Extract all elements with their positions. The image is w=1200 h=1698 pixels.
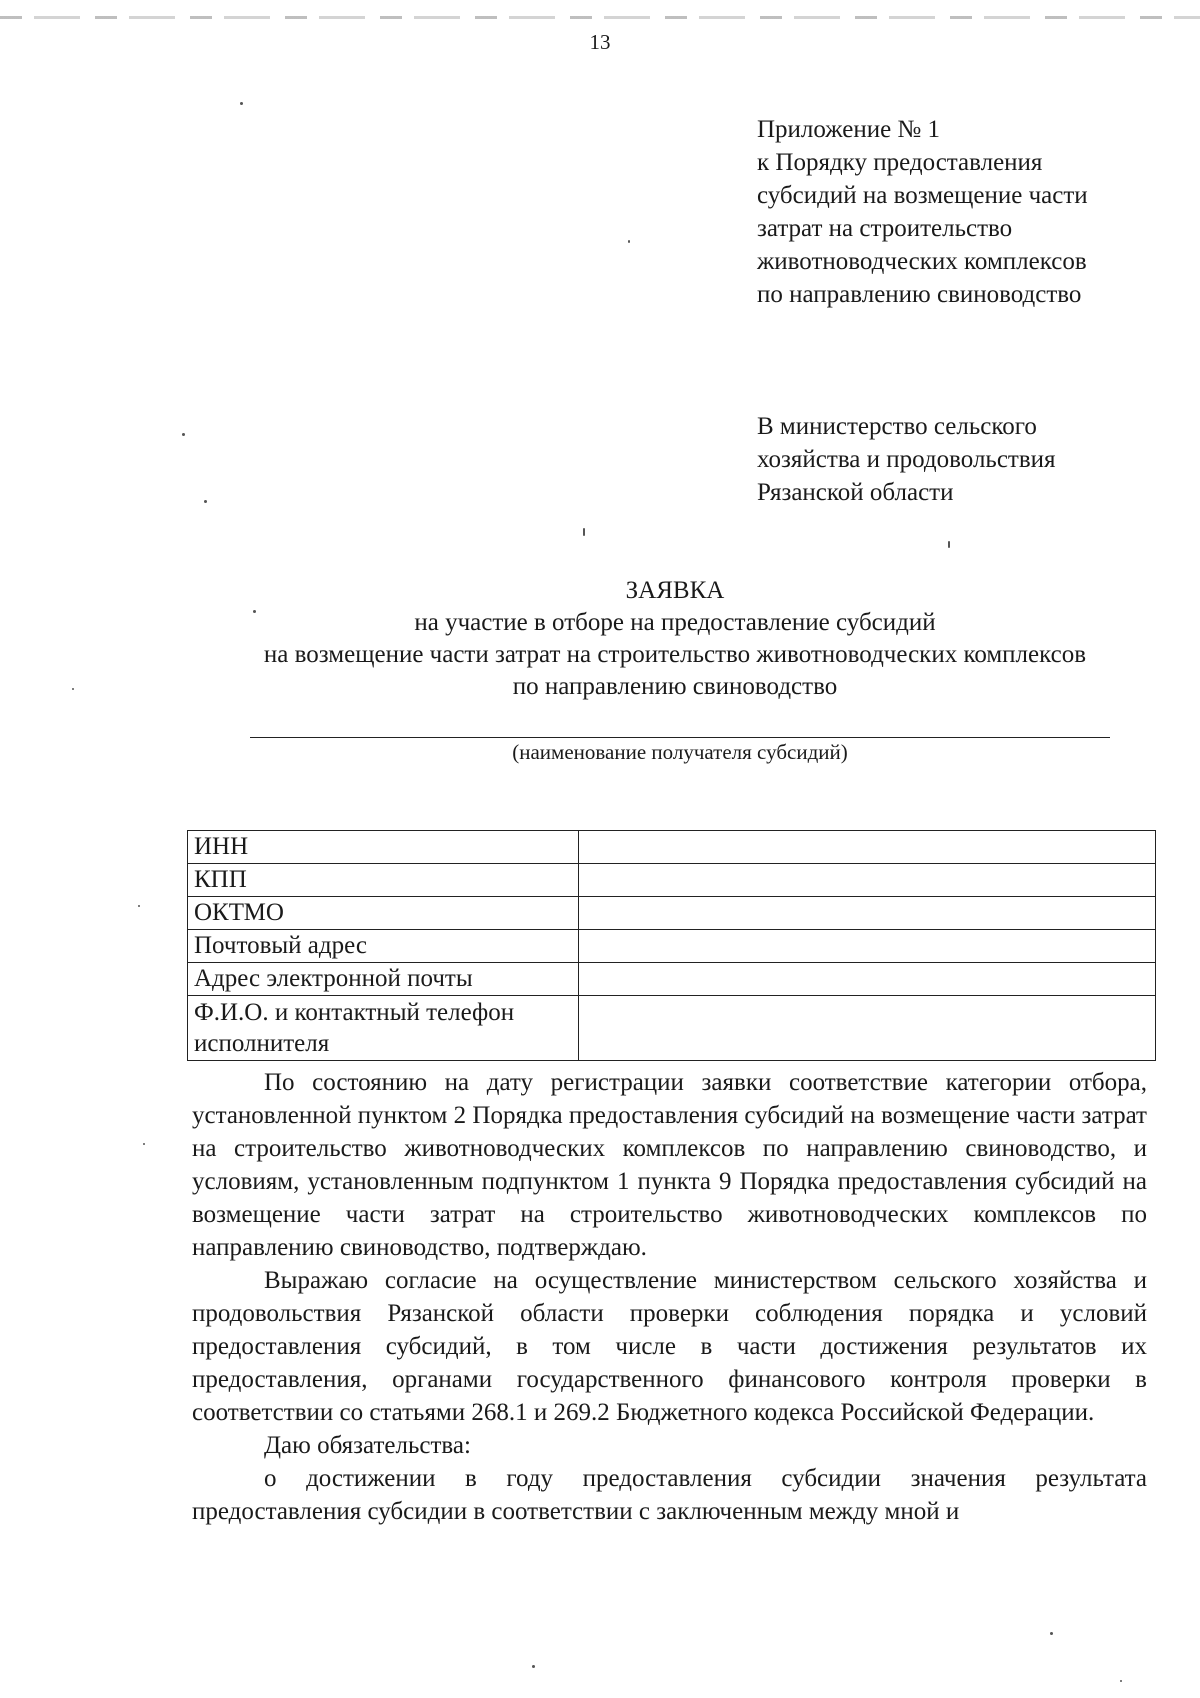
paragraph-obligation-result: о достижении в году предоставления субсидии значения результата предоставления субсидии в соответствии с заключенным между мной и [192, 1465, 1147, 1525]
appendix-line: Приложение № 1 [757, 116, 941, 143]
table-row [188, 996, 1156, 1061]
recipient-name-line [250, 737, 1110, 738]
scan-speck [948, 541, 950, 548]
table-row-label: Ф.И.О. и контактный телефон исполнителя [188, 996, 579, 1061]
table-row-label: Адрес электронной почты [188, 963, 579, 996]
table-row-value [579, 897, 1156, 930]
requisites-table [187, 830, 1156, 1061]
scan-speck [583, 528, 585, 536]
scan-speck [532, 1665, 535, 1668]
scan-speck [240, 102, 243, 105]
addressee-block [757, 410, 1177, 509]
addressee-line: В министерство сельского [757, 413, 1037, 440]
addressee-line: Рязанской области [757, 479, 954, 506]
table-row-label: ОКТМО [188, 897, 579, 930]
scan-speck [1050, 1632, 1053, 1635]
table-row-value [579, 996, 1156, 1061]
table-row-value [579, 831, 1156, 864]
application-title [150, 575, 1200, 703]
paragraph-obligations-heading: Даю обязательства: [264, 1432, 471, 1459]
scan-speck [72, 688, 74, 690]
table-row [188, 930, 1156, 963]
table-row [188, 864, 1156, 897]
appendix-note [757, 113, 1177, 311]
appendix-line: животноводческих комплексов [757, 248, 1087, 275]
table-row-label: КПП [188, 864, 579, 897]
table-row [188, 831, 1156, 864]
scan-speck [1120, 1680, 1122, 1682]
scan-speck [138, 905, 140, 907]
paragraph-consent: Выражаю согласие на осуществление министерством сельского хозяйства и продовольствия Рязанской области проверки соблюдения порядка и условий предоставления субсидий, в том числе в части достижения результатов их предоставления, органами государственного финансового контроля проверки в соответствии со статьями 268.1 и 269.2 Бюджетного кодекса Российской Федерации. [192, 1267, 1147, 1426]
table-row [188, 963, 1156, 996]
table-row [188, 897, 1156, 930]
table-row-value [579, 930, 1156, 963]
statement-body [192, 1066, 1147, 1528]
recipient-name-caption: (наименование получателя субсидий) [512, 740, 848, 764]
title-heading: ЗАЯВКА [625, 577, 725, 604]
paragraph-compliance: По состоянию на дату регистрации заявки соответствие категории отбора, установленной пунктом 2 Порядка предоставления субсидий на возмещение части затрат на строительство животноводческих комплексов по направлению свиноводство, и условиям, установленным подпунктом 1 пункта 9 Порядка предоставления субсидий на возмещение части затрат на строительство животноводческих комплексов по направлению свиноводство, подтверждаю. [192, 1069, 1147, 1261]
appendix-line: субсидий на возмещение части [757, 182, 1088, 209]
scan-edge-artifact [0, 16, 1200, 19]
scan-speck [143, 1143, 145, 1145]
appendix-line: к Порядку предоставления [757, 149, 1043, 176]
table-row-value [579, 864, 1156, 897]
title-line: на участие в отборе на предоставление субсидий [414, 609, 936, 636]
scan-speck [182, 433, 185, 436]
title-line: по направлению свиноводство [512, 673, 838, 700]
table-row-value [579, 963, 1156, 996]
appendix-line: по направлению свиноводство [757, 281, 1082, 308]
title-line: на возмещение части затрат на строительство животноводческих комплексов [263, 641, 1087, 668]
table-row-label: Почтовый адрес [188, 930, 579, 963]
scan-speck [628, 240, 630, 243]
scan-speck [204, 500, 207, 503]
page-number: 13 [589, 30, 611, 54]
addressee-line: хозяйства и продовольствия [757, 446, 1056, 473]
table-row-label: ИНН [188, 831, 579, 864]
appendix-line: затрат на строительство [757, 215, 1013, 242]
